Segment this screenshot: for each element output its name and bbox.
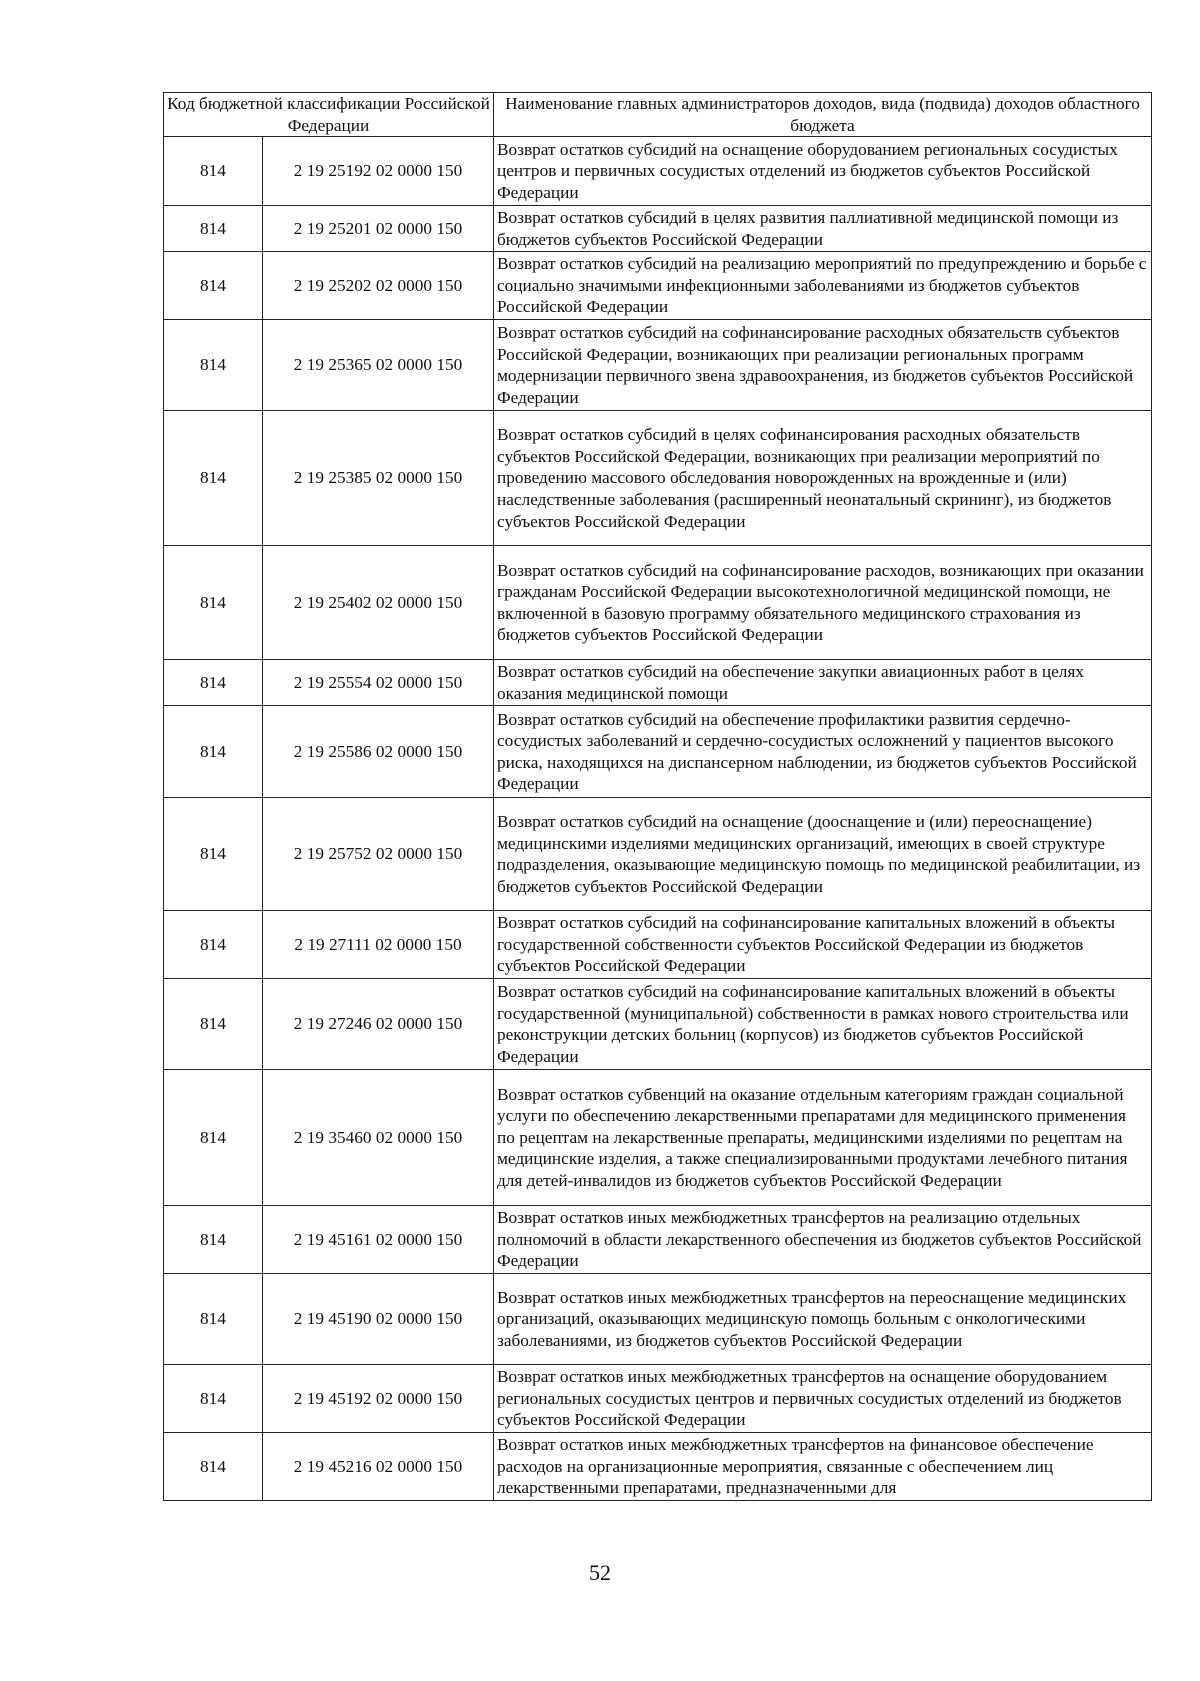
table-row xyxy=(164,1274,1152,1365)
budget-code-cell: 2 19 45190 02 0000 150 xyxy=(263,1274,494,1365)
admin-code-cell: 814 xyxy=(164,1433,263,1501)
table-row xyxy=(164,660,1152,706)
admin-code-cell: 814 xyxy=(164,1206,263,1274)
budget-code-cell: 2 19 45161 02 0000 150 xyxy=(263,1206,494,1274)
admin-code-cell: 814 xyxy=(164,1365,263,1433)
revenue-name-cell: Возврат остатков субсидий на софинансирование расходов, возникающих при оказании гражданам Российской Федерации высокотехнологичной медицинской помощи, не включенной в базовую программу обязательного медицинского страхования из бюджетов субъектов Российской Федерации xyxy=(494,546,1152,660)
revenue-name-cell: Возврат остатков субсидий в целях софинансирования расходных обязательств субъектов Российской Федерации, возникающих при реализации мероприятий по проведению массового обследования новорожденных на врожденные и (или) наследственные заболевания (расширенный неонатальный скрининг), из бюджетов субъектов Российской Федерации xyxy=(494,411,1152,546)
table-row xyxy=(164,546,1152,660)
revenue-name-cell: Возврат остатков иных межбюджетных трансфертов на оснащение оборудованием региональных сосудистых центров и первичных сосудистых отделений из бюджетов субъектов Российской Федерации xyxy=(494,1365,1152,1433)
revenue-name-cell: Возврат остатков иных межбюджетных трансфертов на финансовое обеспечение расходов на организационные мероприятия, связанные с обеспечением лиц лекарственными препаратами, предназначенными для xyxy=(494,1433,1152,1501)
budget-code-cell: 2 19 25752 02 0000 150 xyxy=(263,798,494,911)
table-row xyxy=(164,137,1152,206)
budget-code-cell: 2 19 25202 02 0000 150 xyxy=(263,252,494,320)
admin-code-cell: 814 xyxy=(164,546,263,660)
table-row xyxy=(164,252,1152,320)
table-row xyxy=(164,798,1152,911)
revenue-name-cell: Возврат остатков субсидий на оснащение (дооснащение и (или) переоснащение) медицинскими изделиями медицинских организаций, имеющих в своей структуре подразделения, оказывающие медицинскую помощь по медицинской реабилитации, из бюджетов субъектов Российской Федерации xyxy=(494,798,1152,911)
table-row xyxy=(164,1070,1152,1206)
table-row xyxy=(164,206,1152,252)
revenue-name-cell: Возврат остатков субсидий в целях развития паллиативной медицинской помощи из бюджетов субъектов Российской Федерации xyxy=(494,206,1152,252)
admin-code-cell: 814 xyxy=(164,798,263,911)
admin-code-cell: 814 xyxy=(164,1070,263,1206)
admin-code-cell: 814 xyxy=(164,979,263,1070)
budget-code-cell: 2 19 25192 02 0000 150 xyxy=(263,137,494,206)
name-column-header: Наименование главных администраторов доходов, вида (подвида) доходов областного бюджета xyxy=(494,93,1152,137)
revenue-name-cell: Возврат остатков субсидий на обеспечение профилактики развития сердечно-сосудистых заболеваний и сердечно-сосудистых осложнений у пациентов высокого риска, находящихся на диспансерном наблюдении, из бюджетов субъектов Российской Федерации xyxy=(494,706,1152,798)
table-row xyxy=(164,706,1152,798)
revenue-name-cell: Возврат остатков субсидий на софинансирование капитальных вложений в объекты государственной (муниципальной) собственности в рамках нового строительства или реконструкции детских больниц (корпусов) из бюджетов субъектов Российской Федерации xyxy=(494,979,1152,1070)
revenue-name-cell: Возврат остатков иных межбюджетных трансфертов на переоснащение медицинских организаций, оказывающих медицинскую помощь больным с онкологическими заболеваниями, из бюджетов субъектов Российской Федерации xyxy=(494,1274,1152,1365)
budget-code-cell: 2 19 35460 02 0000 150 xyxy=(263,1070,494,1206)
admin-code-cell: 814 xyxy=(164,320,263,411)
table-row xyxy=(164,1365,1152,1433)
budget-code-cell: 2 19 25554 02 0000 150 xyxy=(263,660,494,706)
table-row xyxy=(164,911,1152,979)
admin-code-cell: 814 xyxy=(164,411,263,546)
revenue-name-cell: Возврат остатков иных межбюджетных трансфертов на реализацию отдельных полномочий в области лекарственного обеспечения из бюджетов субъектов Российской Федерации xyxy=(494,1206,1152,1274)
table-row xyxy=(164,320,1152,411)
budget-code-cell: 2 19 45192 02 0000 150 xyxy=(263,1365,494,1433)
table-row xyxy=(164,1433,1152,1501)
admin-code-cell: 814 xyxy=(164,1274,263,1365)
revenue-name-cell: Возврат остатков субсидий на софинансирование расходных обязательств субъектов Российской Федерации, возникающих при реализации региональных программ модернизации первичного звена здравоохранения, из бюджетов субъектов Российской Федерации xyxy=(494,320,1152,411)
admin-code-cell: 814 xyxy=(164,911,263,979)
budget-code-cell: 2 19 27246 02 0000 150 xyxy=(263,979,494,1070)
page-number: 52 xyxy=(589,1560,611,1585)
table-row xyxy=(164,1206,1152,1274)
revenue-name-cell: Возврат остатков субсидий на реализацию мероприятий по предупреждению и борьбе с социально значимыми инфекционными заболеваниями из бюджетов субъектов Российской Федерации xyxy=(494,252,1152,320)
revenue-name-cell: Возврат остатков субсидий на софинансирование капитальных вложений в объекты государственной собственности субъектов Российской Федерации из бюджетов субъектов Российской Федерации xyxy=(494,911,1152,979)
budget-code-cell: 2 19 25402 02 0000 150 xyxy=(263,546,494,660)
code-column-header: Код бюджетной классификации Российской Федерации xyxy=(164,93,494,137)
revenue-name-cell: Возврат остатков субсидий на обеспечение закупки авиационных работ в целях оказания медицинской помощи xyxy=(494,660,1152,706)
budget-classification-table xyxy=(163,92,1152,1501)
revenue-name-cell: Возврат остатков субвенций на оказание отдельным категориям граждан социальной услуги по обеспечению лекарственными препаратами для медицинского применения по рецептам на лекарственные препараты, медицинскими изделиями по рецептам на медицинские изделия, а также специализированными продуктами лечебного питания для детей-инвалидов из бюджетов субъектов Российской Федерации xyxy=(494,1070,1152,1206)
admin-code-cell: 814 xyxy=(164,137,263,206)
budget-code-cell: 2 19 25586 02 0000 150 xyxy=(263,706,494,798)
budget-code-cell: 2 19 45216 02 0000 150 xyxy=(263,1433,494,1501)
table-row xyxy=(164,979,1152,1070)
table-header-row xyxy=(164,93,1152,137)
revenue-name-cell: Возврат остатков субсидий на оснащение оборудованием региональных сосудистых центров и первичных сосудистых отделений из бюджетов субъектов Российской Федерации xyxy=(494,137,1152,206)
table-row xyxy=(164,411,1152,546)
admin-code-cell: 814 xyxy=(164,206,263,252)
budget-code-cell: 2 19 25385 02 0000 150 xyxy=(263,411,494,546)
admin-code-cell: 814 xyxy=(164,706,263,798)
budget-code-cell: 2 19 25201 02 0000 150 xyxy=(263,206,494,252)
budget-code-cell: 2 19 25365 02 0000 150 xyxy=(263,320,494,411)
budget-code-cell: 2 19 27111 02 0000 150 xyxy=(263,911,494,979)
admin-code-cell: 814 xyxy=(164,660,263,706)
admin-code-cell: 814 xyxy=(164,252,263,320)
